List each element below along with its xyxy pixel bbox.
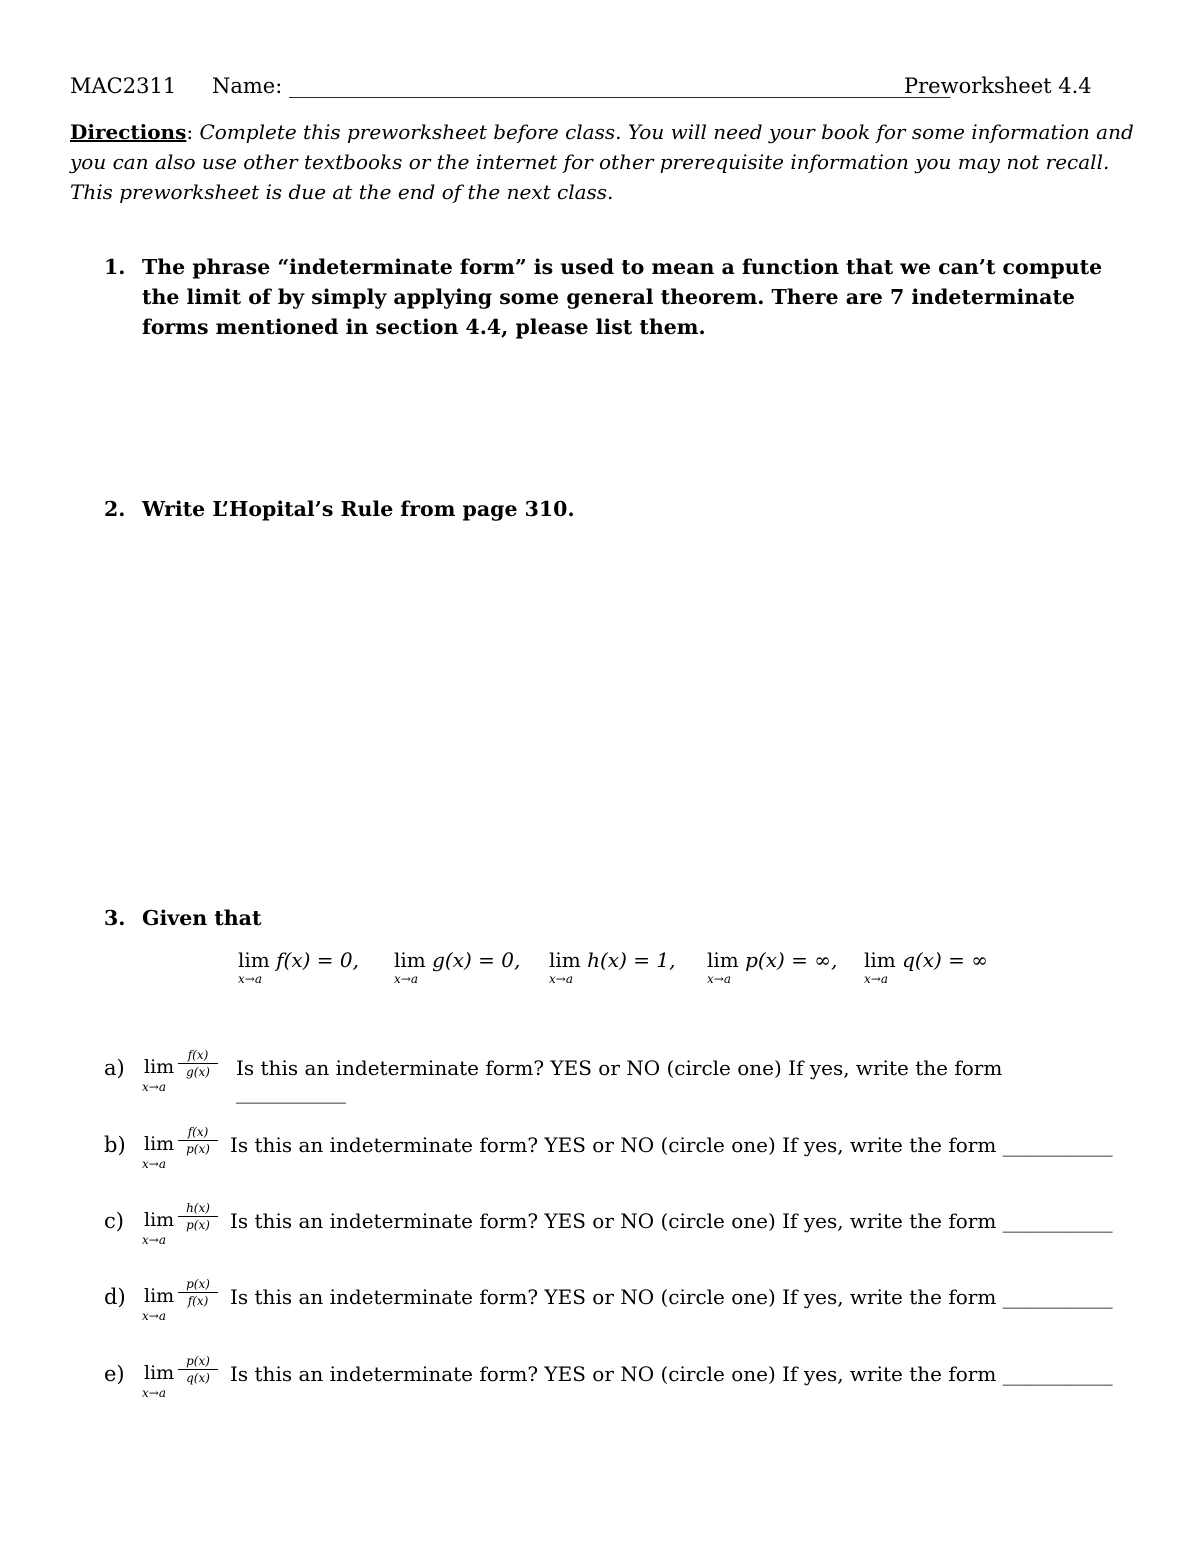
part-question: Is this an indeterminate form? YES or NO (circle one) If yes, write the form ___________ — [230, 1133, 1113, 1157]
given-limit-p — [707, 948, 838, 986]
question-number: 2. — [104, 497, 126, 521]
lim-word: lim — [144, 1133, 175, 1155]
lim-subscript: x→a — [707, 972, 731, 986]
part-letter: d) — [104, 1285, 126, 1309]
course-code: MAC2311 — [70, 74, 177, 98]
question-text: The phrase “indeterminate form” is used to mean a function that we can’t compute the limit of by simply applying some general theorem. There are 7 indeterminate forms mentioned in section 4.4, please list them. — [142, 255, 1103, 339]
lim-word: lim — [549, 948, 581, 972]
limit-expression: q(x) = ∞ — [902, 948, 988, 972]
lim-word: lim — [864, 948, 896, 972]
given-limit-q — [864, 948, 988, 986]
given-limit-g — [394, 948, 521, 986]
limit-fraction — [178, 1125, 218, 1156]
limit-expression: h(x) = 1, — [587, 948, 676, 972]
given-limit-f — [238, 948, 359, 986]
given-limits — [0, 948, 1200, 998]
lim-word: lim — [238, 948, 270, 972]
lim-word: lim — [144, 1285, 175, 1307]
part-question: Is this an indeterminate form? YES or NO (circle one) If yes, write the form ___________ — [230, 1209, 1113, 1233]
part-letter: a) — [104, 1056, 125, 1080]
part-e — [104, 1354, 1114, 1398]
fraction-numerator: p(x) — [178, 1277, 218, 1293]
question-text: Given that — [142, 906, 262, 930]
part-question: Is this an indeterminate form? YES or NO (circle one) If yes, write the form ___________ — [230, 1362, 1113, 1386]
fraction-denominator: p(x) — [186, 1218, 210, 1232]
limit-fraction — [178, 1048, 218, 1079]
fraction-denominator: g(x) — [186, 1065, 210, 1079]
part-c — [104, 1201, 1114, 1245]
limit-expression: g(x) = 0, — [432, 948, 521, 972]
limit-expression: f(x) = 0, — [276, 948, 359, 972]
limit-fraction — [178, 1354, 218, 1385]
part-question: Is this an indeterminate form? YES or NO (circle one) If yes, write the form ___________ — [236, 1056, 1003, 1104]
fraction-numerator: f(x) — [178, 1048, 218, 1064]
question-number: 1. — [104, 255, 126, 279]
lim-subscript: x→a — [142, 1309, 166, 1323]
lim-word: lim — [394, 948, 426, 972]
limit-fraction — [178, 1201, 218, 1232]
question-text: Write L’Hopital’s Rule from page 310. — [142, 497, 575, 521]
lim-word: lim — [144, 1362, 175, 1384]
directions-paragraph — [70, 117, 1140, 207]
part-d — [104, 1277, 1114, 1321]
lim-subscript: x→a — [549, 972, 573, 986]
worksheet-title: Preworksheet 4.4 — [904, 74, 1092, 98]
given-limit-h — [549, 948, 676, 986]
lim-subscript: x→a — [238, 972, 262, 986]
part-a — [104, 1048, 1114, 1104]
fraction-numerator: p(x) — [178, 1354, 218, 1370]
lim-word: lim — [144, 1209, 175, 1231]
fraction-numerator: h(x) — [178, 1201, 218, 1217]
part-letter: b) — [104, 1133, 126, 1157]
limit-expression: p(x) = ∞, — [745, 948, 838, 972]
directions-label: Directions — [70, 120, 187, 144]
directions-text: Complete this preworksheet before class. You will need your book for some information and you can also use other textbooks or the internet for other prerequisite information you may not recall. This preworksheet is due at the end of the next class. — [70, 120, 1134, 204]
question-number: 3. — [104, 906, 126, 930]
lim-subscript: x→a — [394, 972, 418, 986]
lim-subscript: x→a — [864, 972, 888, 986]
part-letter: e) — [104, 1362, 125, 1386]
lim-subscript: x→a — [142, 1233, 166, 1247]
lim-word: lim — [707, 948, 739, 972]
name-field-label: Name: _______________________________________________________________ — [212, 74, 951, 98]
lim-subscript: x→a — [142, 1386, 166, 1400]
part-question: Is this an indeterminate form? YES or NO (circle one) If yes, write the form ___________ — [230, 1285, 1113, 1309]
lim-subscript: x→a — [142, 1080, 166, 1094]
fraction-denominator: f(x) — [187, 1294, 209, 1308]
directions-colon: : — [186, 120, 194, 144]
lim-word: lim — [144, 1056, 175, 1078]
fraction-denominator: q(x) — [186, 1371, 210, 1385]
fraction-numerator: f(x) — [178, 1125, 218, 1141]
limit-fraction — [178, 1277, 218, 1308]
part-b — [104, 1125, 1114, 1169]
part-letter: c) — [104, 1209, 124, 1233]
lim-subscript: x→a — [142, 1157, 166, 1171]
fraction-denominator: p(x) — [186, 1142, 210, 1156]
